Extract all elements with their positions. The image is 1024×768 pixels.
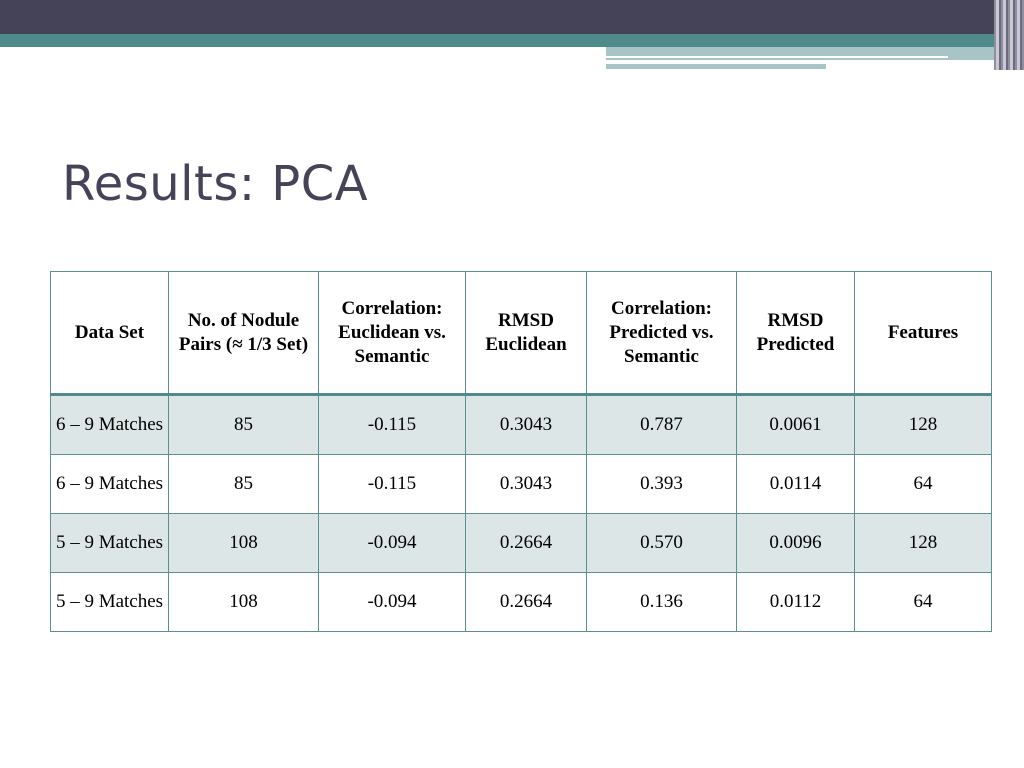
cell-correlation-predicted: 0.393 bbox=[587, 455, 737, 514]
cell-features: 128 bbox=[855, 514, 992, 573]
cell-rmsd-predicted: 0.0096 bbox=[737, 514, 855, 573]
cell-nodule-pairs: 85 bbox=[169, 455, 319, 514]
header-nodule-pairs: No. of Nodule Pairs (≈ 1/3 Set) bbox=[169, 272, 319, 395]
header-band-teal bbox=[0, 34, 1024, 47]
cell-rmsd-euclidean: 0.2664 bbox=[466, 514, 587, 573]
cell-correlation-euclidean: -0.094 bbox=[319, 573, 466, 632]
cell-correlation-predicted: 0.136 bbox=[587, 573, 737, 632]
table-row bbox=[51, 455, 992, 514]
header-rmsd-predicted: RMSD Predicted bbox=[737, 272, 855, 395]
cell-features: 64 bbox=[855, 573, 992, 632]
cell-rmsd-euclidean: 0.3043 bbox=[466, 395, 587, 455]
cell-nodule-pairs: 85 bbox=[169, 395, 319, 455]
cell-rmsd-euclidean: 0.3043 bbox=[466, 455, 587, 514]
header-rmsd-euclidean: RMSD Euclidean bbox=[466, 272, 587, 395]
cell-rmsd-predicted: 0.0114 bbox=[737, 455, 855, 514]
corner-decoration bbox=[994, 0, 1024, 70]
cell-rmsd-euclidean: 0.2664 bbox=[466, 573, 587, 632]
cell-nodule-pairs: 108 bbox=[169, 573, 319, 632]
header-data-set: Data Set bbox=[51, 272, 169, 395]
header-correlation-euclidean: Correlation: Euclidean vs. Semantic bbox=[319, 272, 466, 395]
cell-data-set: 6 – 9 Matches bbox=[51, 395, 169, 455]
table-row bbox=[51, 395, 992, 455]
cell-correlation-euclidean: -0.094 bbox=[319, 514, 466, 573]
results-table bbox=[50, 271, 992, 632]
cell-rmsd-predicted: 0.0112 bbox=[737, 573, 855, 632]
cell-features: 64 bbox=[855, 455, 992, 514]
cell-correlation-euclidean: -0.115 bbox=[319, 395, 466, 455]
header-correlation-predicted: Correlation: Predicted vs. Semantic bbox=[587, 272, 737, 395]
slide-title: Results: PCA bbox=[62, 156, 369, 212]
header-band-light bbox=[606, 47, 1024, 60]
header-band-line bbox=[606, 56, 948, 58]
cell-rmsd-predicted: 0.0061 bbox=[737, 395, 855, 455]
cell-features: 128 bbox=[855, 395, 992, 455]
header-features: Features bbox=[855, 272, 992, 395]
cell-data-set: 6 – 9 Matches bbox=[51, 455, 169, 514]
cell-correlation-predicted: 0.570 bbox=[587, 514, 737, 573]
cell-data-set: 5 – 9 Matches bbox=[51, 573, 169, 632]
table-row bbox=[51, 514, 992, 573]
cell-nodule-pairs: 108 bbox=[169, 514, 319, 573]
header-band-accent bbox=[606, 64, 826, 69]
table-header-row bbox=[51, 272, 992, 395]
cell-correlation-euclidean: -0.115 bbox=[319, 455, 466, 514]
header-band-dark bbox=[0, 0, 1024, 34]
table-row bbox=[51, 573, 992, 632]
cell-data-set: 5 – 9 Matches bbox=[51, 514, 169, 573]
cell-correlation-predicted: 0.787 bbox=[587, 395, 737, 455]
